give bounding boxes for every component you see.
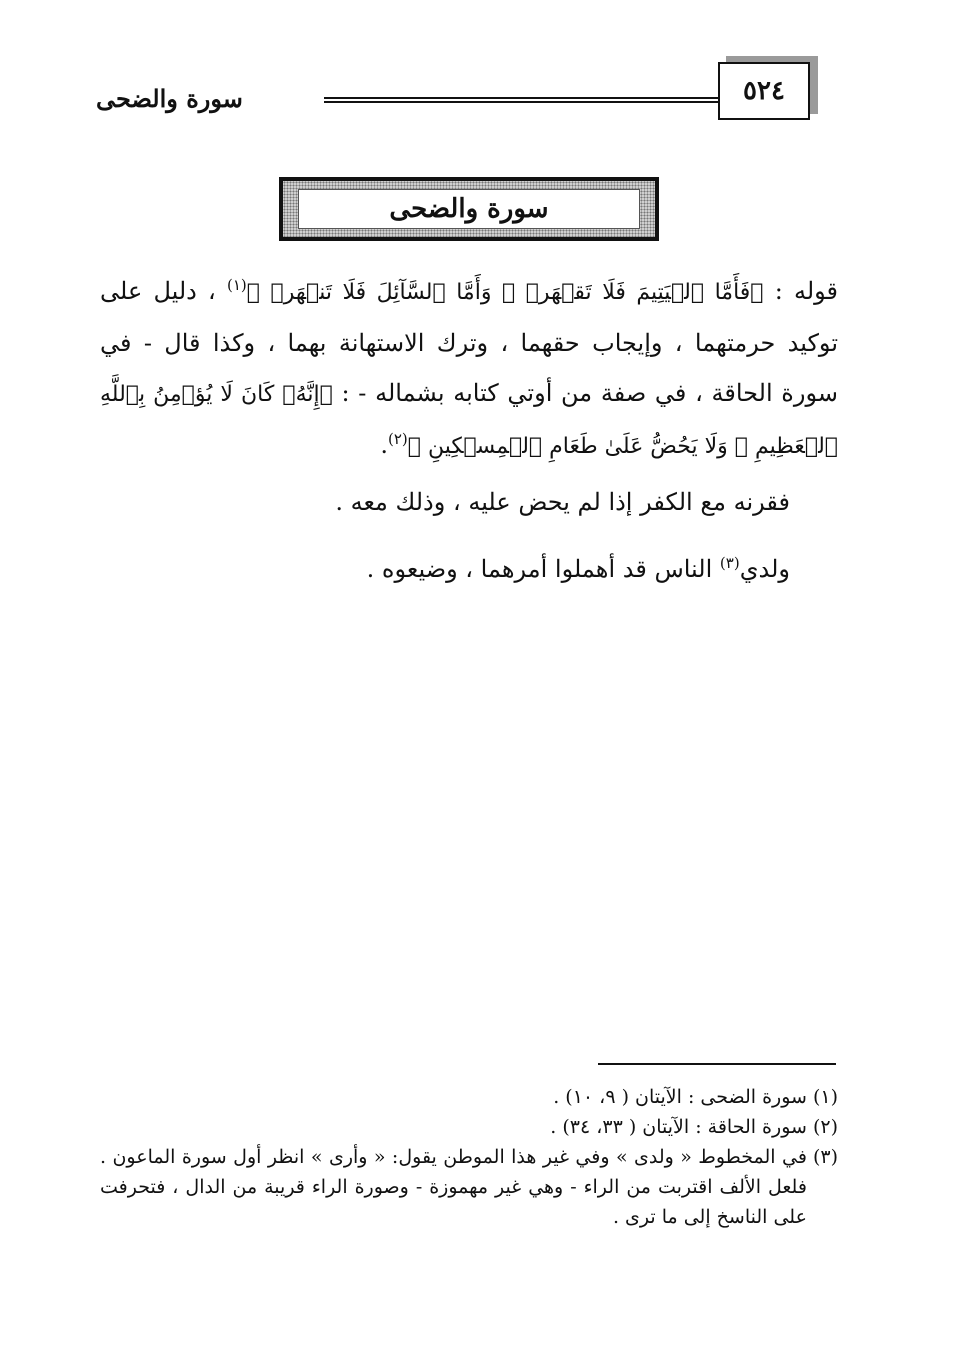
footnote-text: سورة الحاقة : الآيتان ( ٣٣، ٣٤) .	[550, 1116, 807, 1138]
footnote-text: سورة الضحى : الآيتان ( ٩، ١٠) .	[553, 1086, 807, 1108]
paragraph-second: فقرنه مع الكفر إذا لم يحض عليه ، وذلك معه .	[335, 488, 790, 516]
intro-text: قوله :	[774, 277, 839, 305]
footnote-number: (١)	[812, 1086, 838, 1108]
footnote-ref-3[interactable]: (٣)	[719, 554, 740, 572]
sentence-end: .	[380, 431, 388, 459]
paragraph-main	[100, 266, 838, 472]
footnote-number: (٢)	[812, 1116, 838, 1138]
paragraph-third-word: ولدي	[739, 555, 790, 583]
footnote-separator	[598, 1063, 836, 1065]
quran-verse-1: ﴿فَأَمَّا ٱلۡيَتِيمَ فَلَا تَقۡهَرۡ ۞ وَأَمَّا ٱلسَّآئِلَ فَلَا تَنۡهَرۡ ﴾	[246, 280, 764, 305]
body-text: ، دليل على توكيد حرمتهما ، وإيجاب حقهما ، وترك الاستهانة بهما ، وكذا قال - في سورة الحاقة ، في صفة من أوتي كتابه بشماله - :	[100, 277, 838, 407]
page-number-box	[718, 62, 810, 120]
footnote-text: في المخطوط « ولدى » وفي غير هذا الموطن يقول: « وأرى » انظر أول سورة الماعون . فلعل الألف اقتربت من الراء - وهي غير مهموزة - وصورة الراء قريبة من الدال ، فتحرفت على الناسخ إلى ما ترى .	[100, 1146, 807, 1228]
footnote-1	[100, 1082, 838, 1112]
paragraph-third-rest: الناس قد أهملوا أمرهما ، وضيعوه .	[366, 555, 713, 583]
footnotes	[100, 1082, 838, 1232]
footnote-2	[100, 1112, 838, 1142]
page-number: ٥٢٤	[743, 76, 785, 106]
running-title: سورة والضحى	[96, 84, 243, 113]
footnote-3	[100, 1142, 838, 1232]
footnote-ref-2[interactable]: (٢)	[387, 430, 408, 448]
chapter-title-frame	[279, 177, 659, 241]
header-rule	[324, 97, 718, 103]
footnote-ref-1[interactable]: (١)	[226, 276, 247, 294]
footnote-number: (٣)	[812, 1146, 838, 1168]
chapter-title: سورة والضحى	[298, 189, 640, 229]
quran-verse-2: ﴿إِنَّهُۥ كَانَ لَا يُؤۡمِنُ بِٱللَّهِ ٱلۡعَظِيمِ ۞ وَلَا يَحُضُّ عَلَىٰ طَعَامِ ٱلۡمِسۡكِينِ ﴾	[100, 382, 838, 459]
paragraph-third	[230, 555, 790, 583]
